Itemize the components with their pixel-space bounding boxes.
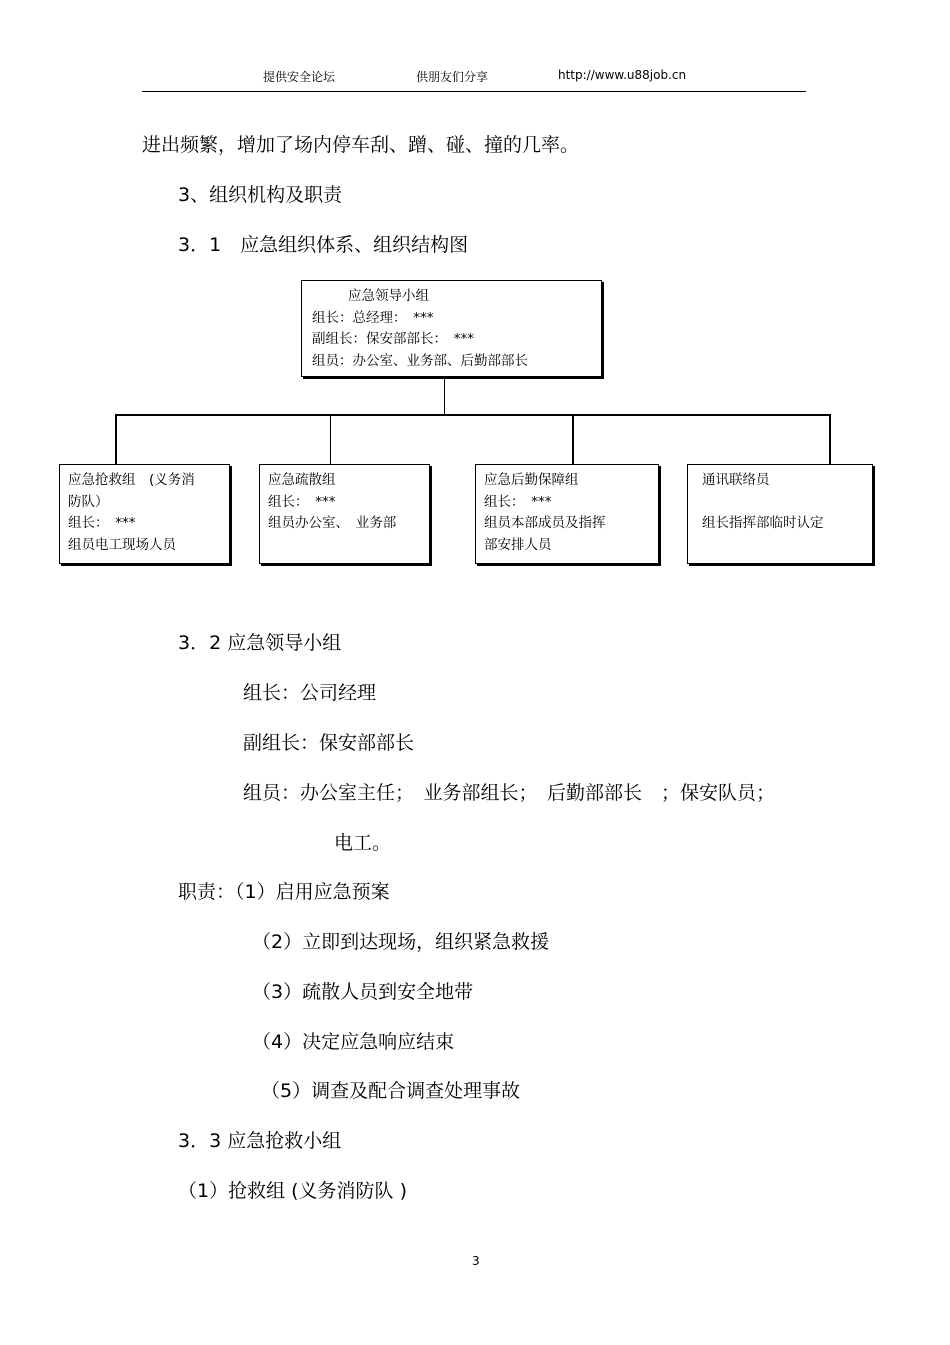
org-box-communications-line-2: 组长指挥部临时认定	[702, 515, 824, 531]
org-box-rescue	[59, 464, 230, 564]
section-heading-3: 3、组织机构及职责	[178, 184, 343, 206]
header-url-text: http://www.u88job.cn	[558, 68, 687, 82]
org-box-logistics-line-4: 部安排人员	[484, 536, 552, 553]
rescue-group-item: （1）抢救组 (义务消防队 )	[178, 1180, 407, 1202]
org-box-communications	[687, 464, 873, 564]
org-connector-drop-2	[330, 414, 331, 464]
members-continuation: 电工。	[334, 832, 392, 854]
org-box-rescue-line-4: 组员电工现场人员	[68, 536, 176, 553]
org-connector-trunk	[444, 379, 445, 415]
org-box-leadership-deputy: 副组长：保安部部长： ***	[312, 331, 474, 347]
section-heading-3-1: 3．1 应急组织体系、组织结构图	[178, 234, 469, 256]
page-number: 3	[472, 1254, 480, 1268]
duty-item-3: （3）疏散人员到安全地带	[252, 981, 474, 1003]
org-connector-drop-1	[115, 414, 117, 464]
leader-line: 组长：公司经理	[243, 682, 377, 704]
header-left-text: 提供安全论坛	[263, 70, 336, 84]
duty-item-5: （5）调查及配合调查处理事故	[261, 1080, 521, 1102]
org-box-rescue-line-1: 应急抢救组 (义务消	[68, 472, 195, 488]
org-box-leadership-members: 组员：办公室、业务部、后勤部部长	[312, 352, 528, 369]
org-box-logistics-line-1: 应急后勤保障组	[484, 472, 579, 488]
org-box-leadership-title: 应急领导小组	[348, 288, 429, 304]
org-box-logistics	[475, 464, 659, 564]
org-connector-drop-4	[829, 414, 831, 464]
org-box-rescue-line-3: 组长： ***	[68, 515, 136, 531]
members-line: 组员：办公室主任； 业务部组长； 后勤部部长 ；保安队员；	[243, 782, 776, 804]
org-box-evacuation	[259, 464, 430, 564]
duty-title-line: 职责：（1）启用应急预案	[178, 881, 390, 903]
org-box-logistics-line-3: 组员本部成员及指挥	[484, 515, 606, 531]
org-box-evacuation-line-3: 组员办公室、 业务部	[268, 515, 397, 531]
org-box-leadership	[301, 280, 602, 377]
org-box-evacuation-line-2: 组长： ***	[268, 493, 336, 510]
org-box-communications-line-1: 通讯联络员	[702, 472, 770, 488]
deputy-line: 副组长：保安部部长	[243, 732, 415, 754]
paragraph-continuation: 进出频繁，增加了场内停车刮、蹭、碰、撞的几率。	[142, 134, 580, 156]
org-connector-drop-3	[572, 414, 574, 464]
org-box-logistics-line-2: 组长： ***	[484, 493, 552, 510]
header-middle-text: 供朋友们分享	[416, 70, 489, 84]
org-box-rescue-line-2: 防队）	[68, 493, 109, 510]
section-heading-3-2: 3．2 应急领导小组	[178, 632, 342, 654]
org-connector-bus	[115, 414, 831, 416]
duty-item-2: （2）立即到达现场，组织紧急救援	[252, 931, 550, 953]
org-box-evacuation-line-1: 应急疏散组	[268, 472, 336, 488]
org-box-leadership-leader: 组长：总经理： ***	[312, 309, 434, 326]
header-rule	[142, 91, 806, 92]
duty-item-4: （4）决定应急响应结束	[252, 1031, 455, 1053]
section-heading-3-3: 3．3 应急抢救小组	[178, 1130, 342, 1152]
